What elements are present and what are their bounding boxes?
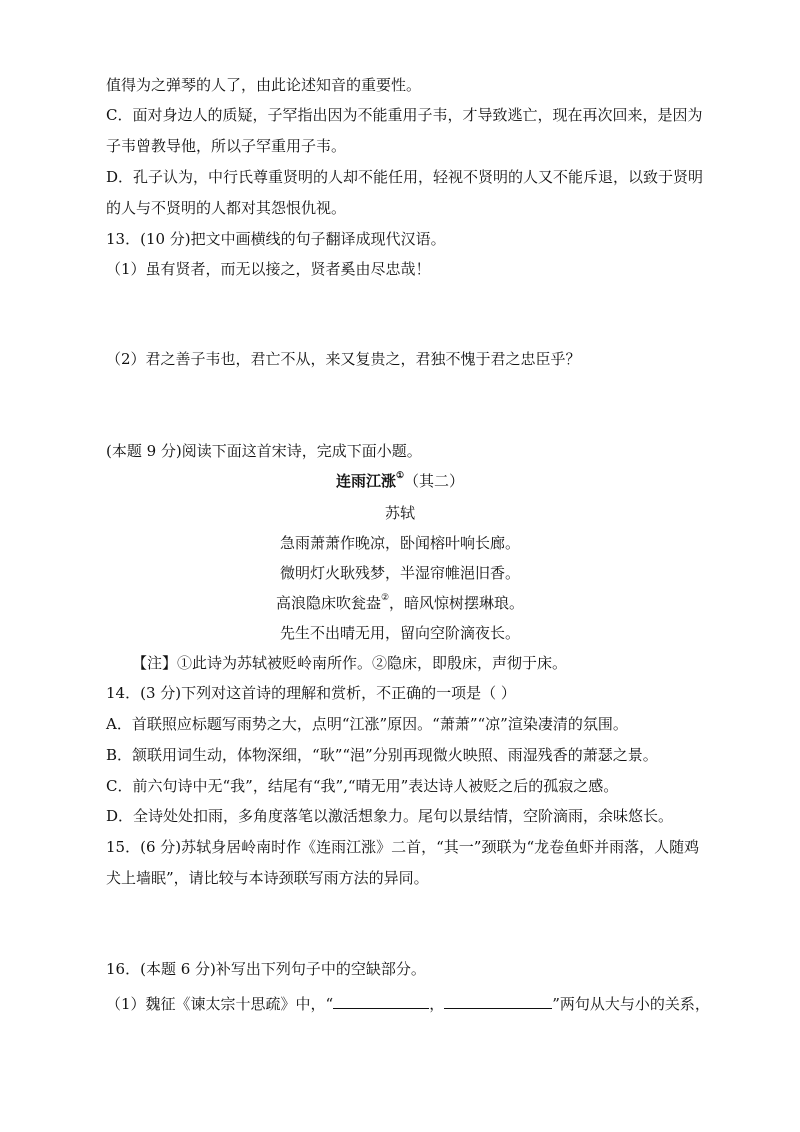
question-15: 15．(6 分)苏轼身居岭南时作《连雨江涨》二首，“其一”颈联为“龙卷鱼虾并雨落，人随鸡 [106,838,700,856]
question-14: 14．(3 分)下列对这首诗的理解和赏析，不正确的一项是（ ） [106,684,516,702]
question-13-item-2: （2）君之善子韦也，君亡不从，来又复贵之，君独不愧于君之忠臣乎？ [106,350,581,368]
option-d: D．全诗处处扣雨，多角度落笔以激活想象力。尾句以景结情，空阶滴雨，余味悠长。 [106,807,674,825]
poem-line: 急雨萧萧作晚凉，卧闻榕叶响长廊。 [279,534,520,552]
poem-instructions: (本题 9 分)阅读下面这首宋诗，完成下面小题。 [106,442,422,460]
text-line: 的人与不贤明的人都对其怨恨仇视。 [106,199,347,217]
option-a: A．首联照应标题写雨势之大，点明“江涨”原因。“萧萧”“凉”渲染凄清的氛围。 [106,715,628,733]
poem-line: 微明灯火耿残梦，半湿帘帷浥旧香。 [279,564,520,582]
text-line: 值得为之弹琴的人了，由此论述知音的重要性。 [106,76,422,94]
option-c: C．前六句诗中无“我”，结尾有“我”,“晴无用”表达诗人被贬之后的孤寂之感。 [106,777,619,795]
option-c-line: C．面对身边人的质疑，子罕指出因为不能重用子韦，才导致逃亡，现在再次回来，是因为 [106,106,703,124]
question-16: 16．(本题 6 分)补写出下列句子中的空缺部分。 [106,960,426,978]
question-13-item-1: （1）虽有贤者，而无以接之，贤者奚由尽忠哉！ [106,260,431,278]
footnote-marker: ② [380,593,390,603]
poem-author: 苏轼 [384,504,415,522]
poem-line: 先生不出晴无用，留向空阶滴夜长。 [279,624,520,642]
text-line: 犬上墙眠”，请比较与本诗颈联写雨方法的异同。 [106,869,429,887]
poem-title: 连雨江涨①（其二） [335,471,465,490]
text-line: 子韦曾教导他，所以子罕重用子韦。 [106,137,347,155]
footnote-marker: ① [395,471,405,481]
answer-blank-1[interactable] [333,994,429,1009]
question-13: 13．(10 分)把文中画横线的句子翻译成现代汉语。 [106,230,446,248]
poem-note: 【注】①此诗为苏轼被贬岭南所作。②隐床，即殷床，声彻于床。 [132,654,568,672]
answer-blank-2[interactable] [444,994,552,1009]
question-16-item-1: （1）魏征《谏太宗十思疏》中，“ ， ”两句从大与小的关系， [106,995,710,1013]
option-b: B．颔联用词生动，体物深细，“耿”“浥”分别再现微火映照、雨湿残香的萧瑟之景。 [106,746,658,764]
poem-line: 高浪隐床吹瓮盎②，暗风惊树摆琳琅。 [275,593,525,612]
option-d-line: D．孔子认为，中行氏尊重贤明的人却不能任用，轻视不贤明的人又不能斥退，以致于贤明 [106,168,704,186]
